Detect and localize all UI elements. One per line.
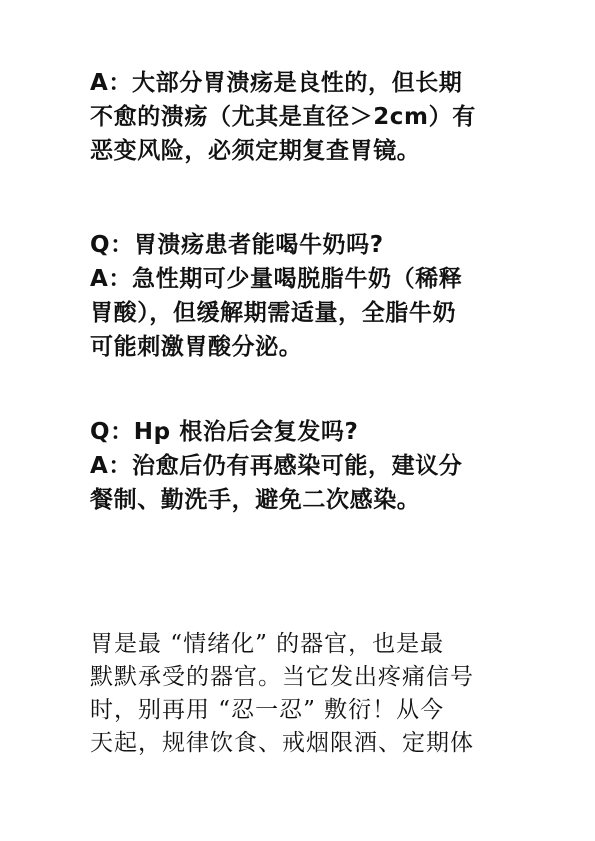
answer-text-line: 不愈的溃疡（尤其是直径＞2cm）有 xyxy=(90,104,476,130)
answer-text-line: 恶变风险，必须定期复查胃镜。 xyxy=(90,138,421,164)
answer-text-line: A：治愈后仍有再感染可能，建议分 xyxy=(90,453,463,479)
faq-answer-block xyxy=(90,66,510,168)
answer-text-line: A：急性期可少量喝脱脂牛奶（稀释 xyxy=(90,266,463,292)
closing-text-line: 胃是最 “情绪化” 的器官，也是最 xyxy=(90,631,445,657)
answer-text-line: 餐制、勤洗手，避免二次感染。 xyxy=(90,487,421,513)
closing-text-line: 默默承受的器官。当它发出疼痛信号 xyxy=(90,664,474,690)
faq-qa-block-milk xyxy=(90,228,510,364)
answer-text-line: 胃酸），但缓解期需适量，全脂牛奶 xyxy=(90,300,457,326)
answer-text-line: A：大部分胃溃疡是良性的，但长期 xyxy=(90,70,463,96)
faq-qa-block-hp-recurrence xyxy=(90,415,510,517)
question-text-line: Q：Hp 根治后会复发吗? xyxy=(90,419,359,445)
closing-text-line: 时，别再用 “忍一忍” 敷衍！从今 xyxy=(90,697,445,723)
closing-text-line: 天起，规律饮食、戒烟限酒、定期体 xyxy=(90,730,474,756)
question-text-line: Q：胃溃疡患者能喝牛奶吗? xyxy=(90,232,384,258)
closing-paragraph xyxy=(90,628,510,760)
answer-text-line: 可能刺激胃酸分泌。 xyxy=(90,334,303,360)
